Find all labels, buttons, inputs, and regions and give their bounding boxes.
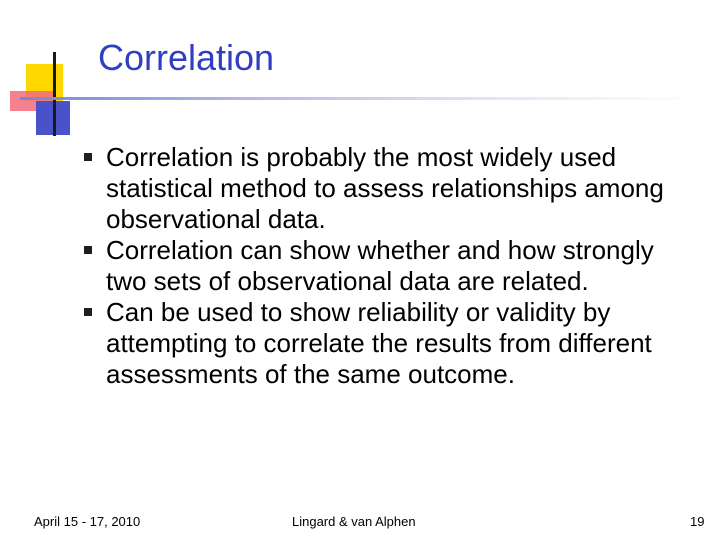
bullet-text: Correlation is probably the most widely used statistical method to assess relationships among observational data. [106,142,664,234]
square-bullet-icon [84,308,92,316]
square-bullet-icon [84,153,92,161]
square-bullet-icon [84,246,92,254]
bullet-text: Can be used to show reliability or validity by attempting to correlate the results from different assessments of the same outcome. [106,297,652,389]
title-underline-rule [20,97,700,100]
bullet-item [84,297,684,390]
bullet-list [84,142,684,390]
decorative-vertical-line [53,52,56,136]
slide-title: Correlation [98,37,275,78]
bullet-text: Correlation can show whether and how strongly two sets of observational data are related. [106,235,654,296]
footer-authors: Lingard & van Alphen [292,514,416,529]
page-number: 19 [690,514,705,529]
bullet-item [84,235,684,297]
footer-date: April 15 - 17, 2010 [34,514,141,529]
bullet-item [84,142,684,235]
